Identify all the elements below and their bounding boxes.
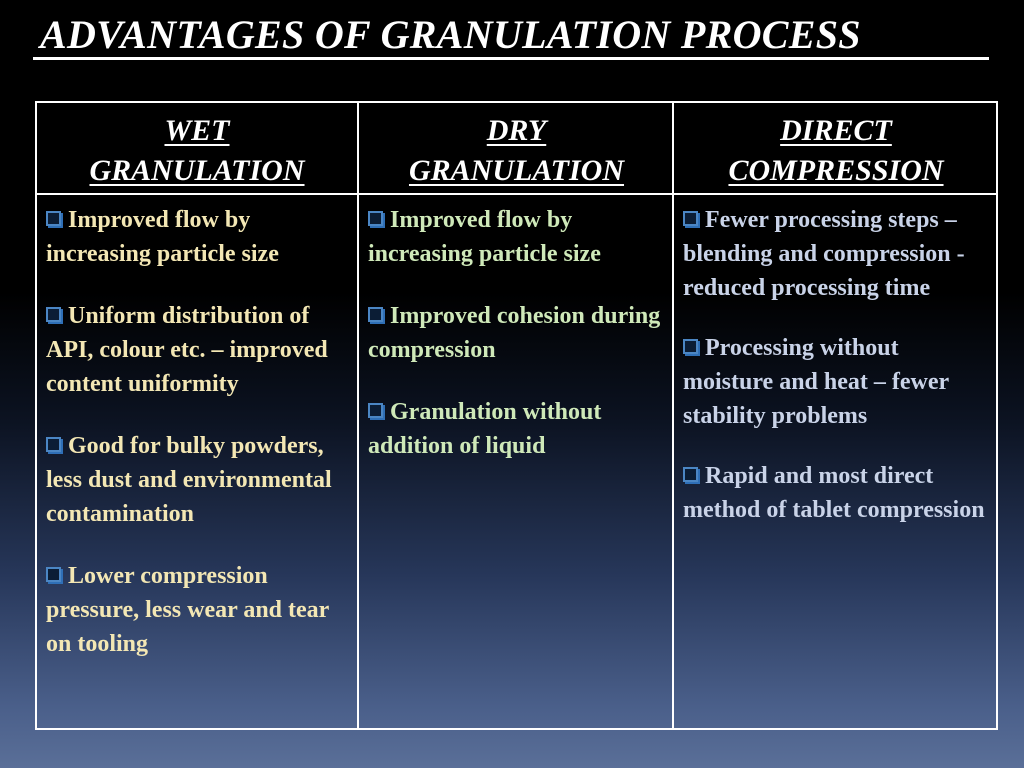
checkbox-square-icon [368, 307, 383, 322]
header-line-1: DRY [486, 114, 547, 147]
header-line-2: GRANULATION [408, 154, 625, 187]
column-header-wet-granulation [37, 103, 357, 195]
checkbox-square-icon [683, 339, 698, 354]
item-text: Granulation without addition of liquid [368, 399, 602, 459]
item-text: Fewer processing steps – blending and compression -reduced processing time [683, 207, 965, 301]
column-header-dry-granulation [359, 103, 674, 195]
header-line-2: COMPRESSION [728, 154, 944, 187]
checkbox-square-icon [683, 467, 698, 482]
list-item [683, 459, 990, 527]
item-text: Improved flow by increasing particle size [368, 207, 601, 267]
list-item [46, 429, 349, 531]
column-direct-compression [672, 103, 998, 728]
checkbox-square-icon [46, 567, 61, 582]
checkbox-square-icon [46, 211, 61, 226]
column-body [674, 195, 998, 527]
checkbox-square-icon [683, 211, 698, 226]
checkbox-square-icon [46, 307, 61, 322]
item-text: Improved cohesion during compression [368, 303, 661, 363]
list-item [683, 203, 990, 305]
checkbox-square-icon [368, 403, 383, 418]
list-item [368, 395, 666, 463]
column-header-direct-compression [674, 103, 998, 195]
item-text: Lower compression pressure, less wear and tear on tooling [46, 563, 329, 657]
header-line-1: DIRECT [780, 114, 892, 147]
column-wet-granulation [37, 103, 357, 728]
item-text: Processing without moisture and heat – fewer stability problems [683, 335, 949, 429]
list-item [46, 203, 349, 271]
item-text: Improved flow by increasing particle size [46, 207, 279, 267]
column-body [37, 195, 357, 661]
list-item [368, 299, 666, 367]
slide-title: ADVANTAGES OF GRANULATION PROCESS [40, 12, 861, 57]
list-item [46, 559, 349, 661]
checkbox-square-icon [368, 211, 383, 226]
list-item [368, 203, 666, 271]
column-dry-granulation [357, 103, 674, 728]
item-text: Uniform distribution of API, colour etc. – improved content uniformity [46, 303, 328, 397]
title-underline [33, 57, 989, 60]
list-item [683, 331, 990, 433]
advantages-table [35, 101, 998, 730]
item-text: Rapid and most direct method of tablet compression [683, 463, 985, 523]
header-line-2: GRANULATION [89, 154, 305, 187]
list-item [46, 299, 349, 401]
checkbox-square-icon [46, 437, 61, 452]
item-text: Good for bulky powders, less dust and environmental contamination [46, 433, 332, 527]
header-line-1: WET [164, 114, 230, 147]
column-body [359, 195, 674, 463]
